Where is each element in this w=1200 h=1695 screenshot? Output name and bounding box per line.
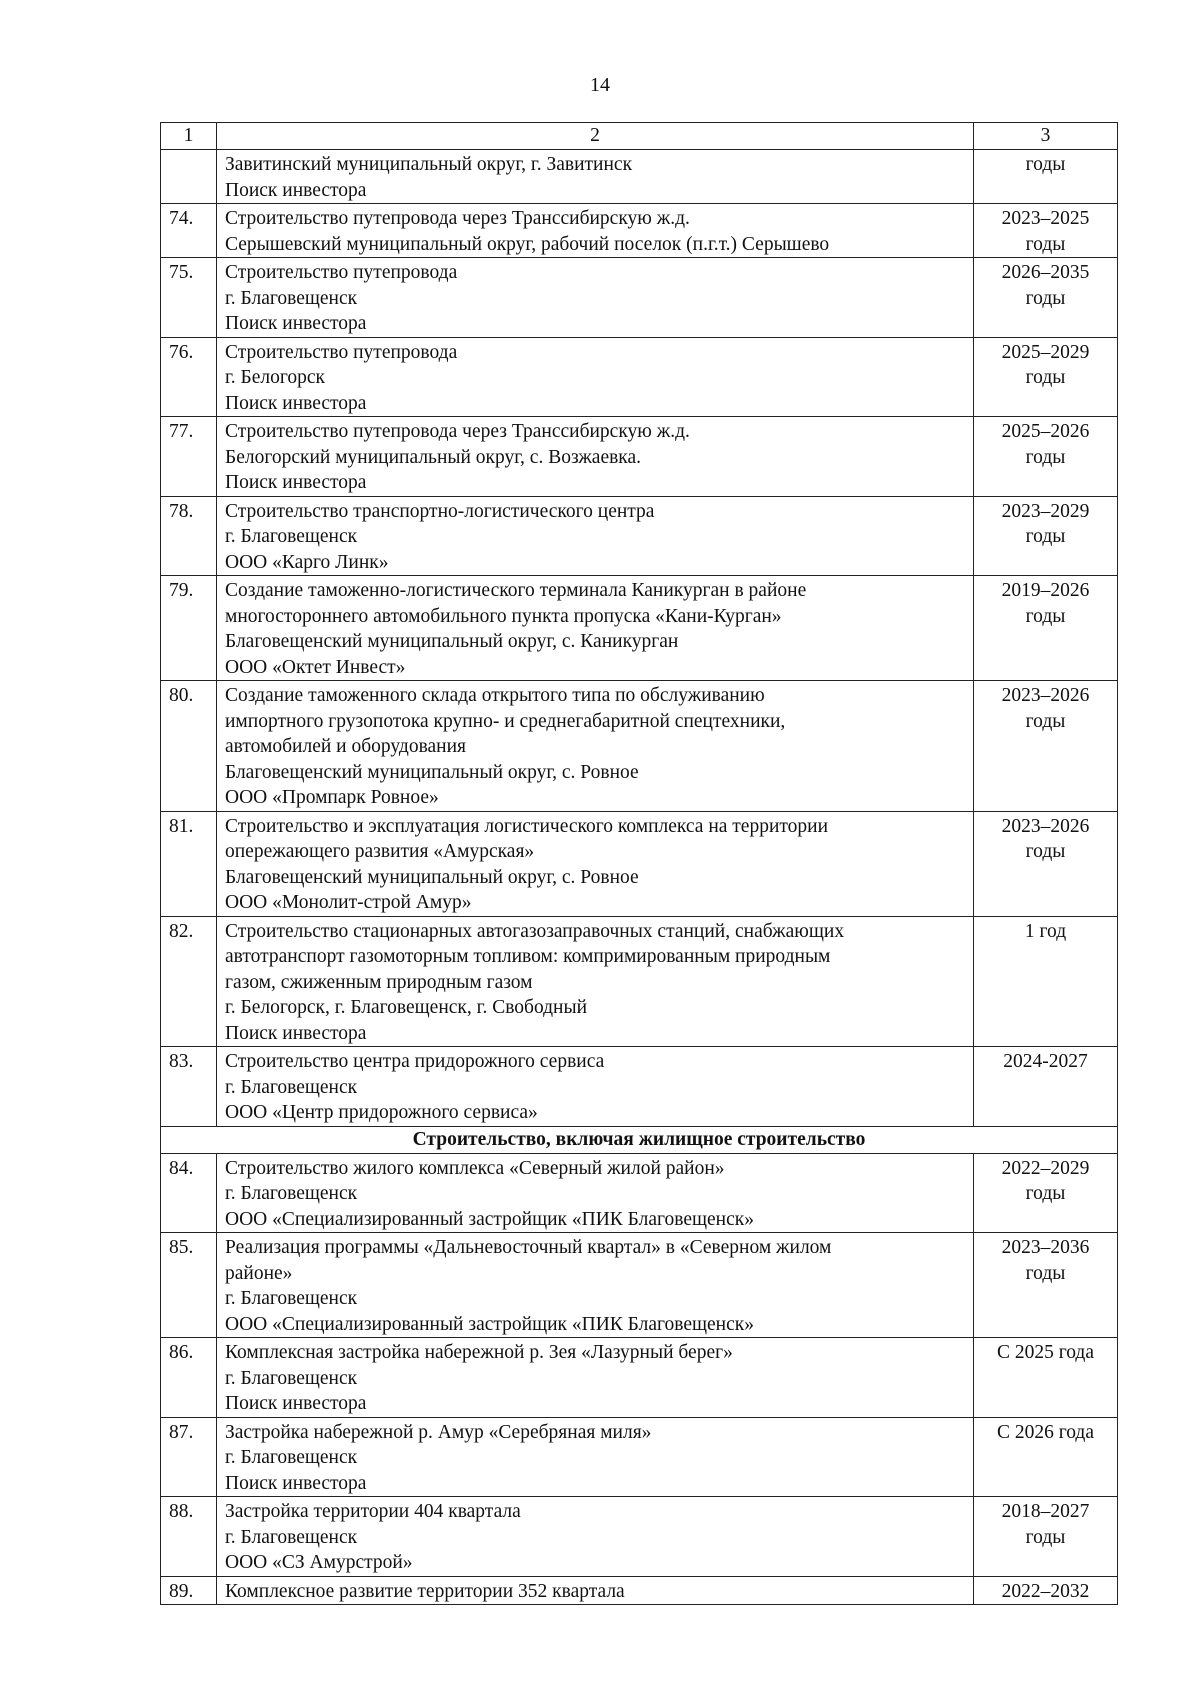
row-term [974, 1338, 1118, 1418]
description-line: Застройка набережной р. Амур «Серебряная миля» [225, 1421, 652, 1443]
header-col-1: 1 [161, 123, 217, 150]
description-line: Благовещенский муниципальный округ, с. Каникурган [225, 631, 679, 652]
description-line: г. Благовещенск [225, 1367, 358, 1389]
row-term [974, 576, 1118, 681]
header-col-3: 3 [974, 123, 1118, 150]
description-line: г. Белогорск, г. Благовещенск, г. Свободный [225, 997, 588, 1018]
row-term [974, 417, 1118, 497]
description-line: Поиск инвестора [225, 313, 367, 334]
row-description [217, 1497, 974, 1577]
description-line: Строительство путепровода [225, 262, 458, 283]
description-line: г. Благовещенск [225, 287, 358, 309]
term-line: 2025–2029 [1001, 341, 1090, 363]
description-line: Реализация программы «Дальневосточный квартал» в «Северном жилом [225, 1237, 832, 1258]
row-description [217, 916, 974, 1047]
row-term [974, 681, 1118, 812]
description-line: Строительство путепровода через Транссибирскую ж.д. [225, 208, 690, 229]
description-line: автотранспорт газомоторным топливом: компримированным природным [225, 946, 831, 967]
term-line: годы [1025, 446, 1066, 468]
row-description [217, 337, 974, 417]
description-line: ООО «Карго Линк» [225, 551, 389, 573]
term-line: годы [1025, 710, 1066, 732]
term-line: 2025–2026 [1001, 421, 1090, 442]
description-line: Комплексное развитие территории 352 квартала [225, 1580, 625, 1602]
row-number: 88. [161, 1497, 217, 1577]
description-line: ООО «Центр придорожного сервиса» [225, 1102, 538, 1123]
description-line: Белогорский муниципальный округ, с. Возжаевка. [225, 446, 642, 468]
page-number: 14 [590, 74, 610, 96]
row-term [974, 916, 1118, 1047]
table-row [161, 337, 1118, 417]
row-number [161, 150, 217, 204]
table-row [161, 204, 1118, 258]
description-line: Создание таможенного склада открытого типа по обслуживанию [225, 685, 765, 706]
row-number: 86. [161, 1338, 217, 1418]
term-line: годы [1025, 154, 1066, 175]
table-row [161, 1233, 1118, 1338]
table-row [161, 1047, 1118, 1127]
description-line: Создание таможенно-логистического терминала Каникурган в районе [225, 580, 807, 601]
description-line: ООО «Октет Инвест» [225, 656, 406, 678]
row-description [217, 258, 974, 338]
term-line: 1 год [1024, 920, 1067, 942]
row-number: 83. [161, 1047, 217, 1127]
table-header-row [161, 123, 1118, 150]
table-row [161, 681, 1118, 812]
term-line: 2022–2029 [1001, 1157, 1090, 1179]
description-line: Благовещенский муниципальный округ, с. Ровное [225, 866, 639, 888]
term-line: 2023–2025 [1001, 208, 1090, 229]
term-line: годы [1025, 526, 1066, 547]
description-line: Поиск инвестора [225, 179, 367, 201]
description-line: Поиск инвестора [225, 472, 367, 493]
term-line: 2018–2027 [1001, 1501, 1090, 1522]
table-row [161, 1338, 1118, 1418]
row-term [974, 1153, 1118, 1233]
description-line: г. Благовещенск [225, 1183, 358, 1204]
row-term [974, 1417, 1118, 1497]
projects-table-body [161, 123, 1118, 1605]
row-description [217, 1576, 974, 1605]
term-line: годы [1025, 367, 1066, 388]
term-line: 2023–2026 [1001, 685, 1090, 706]
row-number: 85. [161, 1233, 217, 1338]
row-number: 89. [161, 1576, 217, 1605]
description-line: ООО «Специализированный застройщик «ПИК Благовещенск» [225, 1313, 754, 1335]
description-line: г. Белогорск [225, 367, 326, 388]
description-line: Благовещенский муниципальный округ, с. Ровное [225, 761, 639, 783]
row-number: 79. [161, 576, 217, 681]
description-line: Поиск инвестора [225, 392, 367, 414]
description-line: ООО «СЗ Амурстрой» [225, 1552, 413, 1573]
term-line: С 2025 года [996, 1342, 1095, 1363]
row-description [217, 1233, 974, 1338]
row-term [974, 204, 1118, 258]
description-line: импортного грузопотока крупно- и среднегабаритной спецтехники, [225, 710, 786, 732]
description-line: Комплексная застройка набережной р. Зея «Лазурный берег» [225, 1342, 733, 1363]
table-row [161, 150, 1118, 204]
row-term [974, 1047, 1118, 1127]
description-line: Поиск инвестора [225, 1472, 367, 1494]
row-description [217, 496, 974, 576]
term-line: С 2026 года [996, 1421, 1095, 1443]
description-line: г. Благовещенск [225, 1447, 358, 1468]
row-description [217, 1047, 974, 1127]
term-line: годы [1025, 841, 1066, 862]
description-line: Поиск инвестора [225, 1393, 367, 1414]
description-line: ООО «Специализированный застройщик «ПИК Благовещенск» [225, 1208, 754, 1230]
description-line: Строительство и эксплуатация логистического комплекса на территории [225, 815, 829, 837]
header-col-2: 2 [217, 123, 974, 150]
table-row [161, 1417, 1118, 1497]
row-description [217, 576, 974, 681]
description-line: г. Благовещенск [225, 526, 358, 547]
description-line: Строительство центра придорожного сервиса [225, 1051, 605, 1072]
table-row [161, 1576, 1118, 1605]
table-row [161, 916, 1118, 1047]
row-description [217, 150, 974, 204]
description-line: г. Благовещенск [225, 1076, 358, 1098]
row-term [974, 337, 1118, 417]
term-line: 2022–2032 [1001, 1580, 1090, 1602]
description-line: опережающего развития «Амурская» [225, 841, 535, 862]
row-description [217, 811, 974, 916]
projects-table [160, 122, 1118, 1605]
row-term [974, 150, 1118, 204]
row-number: 87. [161, 1417, 217, 1497]
description-line: г. Благовещенск [225, 1288, 358, 1309]
description-line: г. Благовещенск [225, 1526, 358, 1548]
row-term [974, 1497, 1118, 1577]
term-line: годы [1025, 233, 1066, 255]
table-row [161, 1153, 1118, 1233]
row-term [974, 811, 1118, 916]
row-number: 82. [161, 916, 217, 1047]
description-line: районе» [225, 1262, 293, 1284]
table-row [161, 417, 1118, 497]
term-line: 2019–2026 [1001, 580, 1090, 601]
table-row [161, 576, 1118, 681]
description-line: Застройка территории 404 квартала [225, 1501, 521, 1522]
term-line: 2026–2035 [1001, 262, 1090, 283]
description-line: газом, сжиженным природным газом [225, 971, 533, 993]
term-line: годы [1025, 1526, 1066, 1548]
term-line: 2024-2027 [1003, 1051, 1088, 1072]
section-title: Строительство, включая жилищное строительство [161, 1126, 1118, 1153]
term-line: 2023–2026 [1001, 815, 1090, 837]
term-line: 2023–2029 [1001, 500, 1090, 522]
row-number: 80. [161, 681, 217, 812]
row-number: 84. [161, 1153, 217, 1233]
row-description [217, 417, 974, 497]
term-line: годы [1025, 1183, 1066, 1204]
row-number: 78. [161, 496, 217, 576]
description-line: Строительство транспортно-логистического центра [225, 500, 655, 522]
term-line: годы [1025, 1262, 1066, 1284]
row-description [217, 1338, 974, 1418]
row-description [217, 681, 974, 812]
description-line: Строительство стационарных автогазозаправочных станций, снабжающих [225, 920, 845, 942]
row-term [974, 1233, 1118, 1338]
description-line: ООО «Промпарк Ровное» [225, 787, 439, 808]
description-line: многостороннего автомобильного пункта пропуска «Кани-Курган» [225, 605, 782, 627]
description-line: Завитинский муниципальный округ, г. Завитинск [225, 154, 633, 175]
row-term [974, 1576, 1118, 1605]
row-number: 75. [161, 258, 217, 338]
row-description [217, 1153, 974, 1233]
row-description [217, 204, 974, 258]
term-line: годы [1025, 287, 1066, 309]
section-header-row [161, 1126, 1118, 1153]
row-term [974, 258, 1118, 338]
description-line: Серышевский муниципальный округ, рабочий поселок (п.г.т.) Серышево [225, 233, 830, 255]
description-line: Строительство путепровода [225, 341, 458, 363]
row-number: 81. [161, 811, 217, 916]
row-number: 76. [161, 337, 217, 417]
table-row [161, 258, 1118, 338]
table-row [161, 811, 1118, 916]
description-line: Строительство путепровода через Транссибирскую ж.д. [225, 421, 690, 442]
row-description [217, 1417, 974, 1497]
row-number: 74. [161, 204, 217, 258]
table-row [161, 1497, 1118, 1577]
description-line: Строительство жилого комплекса «Северный жилой район» [225, 1157, 725, 1179]
description-line: ООО «Монолит-строй Амур» [225, 892, 472, 913]
row-term [974, 496, 1118, 576]
term-line: годы [1025, 605, 1066, 627]
description-line: автомобилей и оборудования [225, 736, 467, 757]
table-row [161, 496, 1118, 576]
term-line: 2023–2036 [1001, 1237, 1090, 1258]
description-line: Поиск инвестора [225, 1022, 367, 1044]
row-number: 77. [161, 417, 217, 497]
